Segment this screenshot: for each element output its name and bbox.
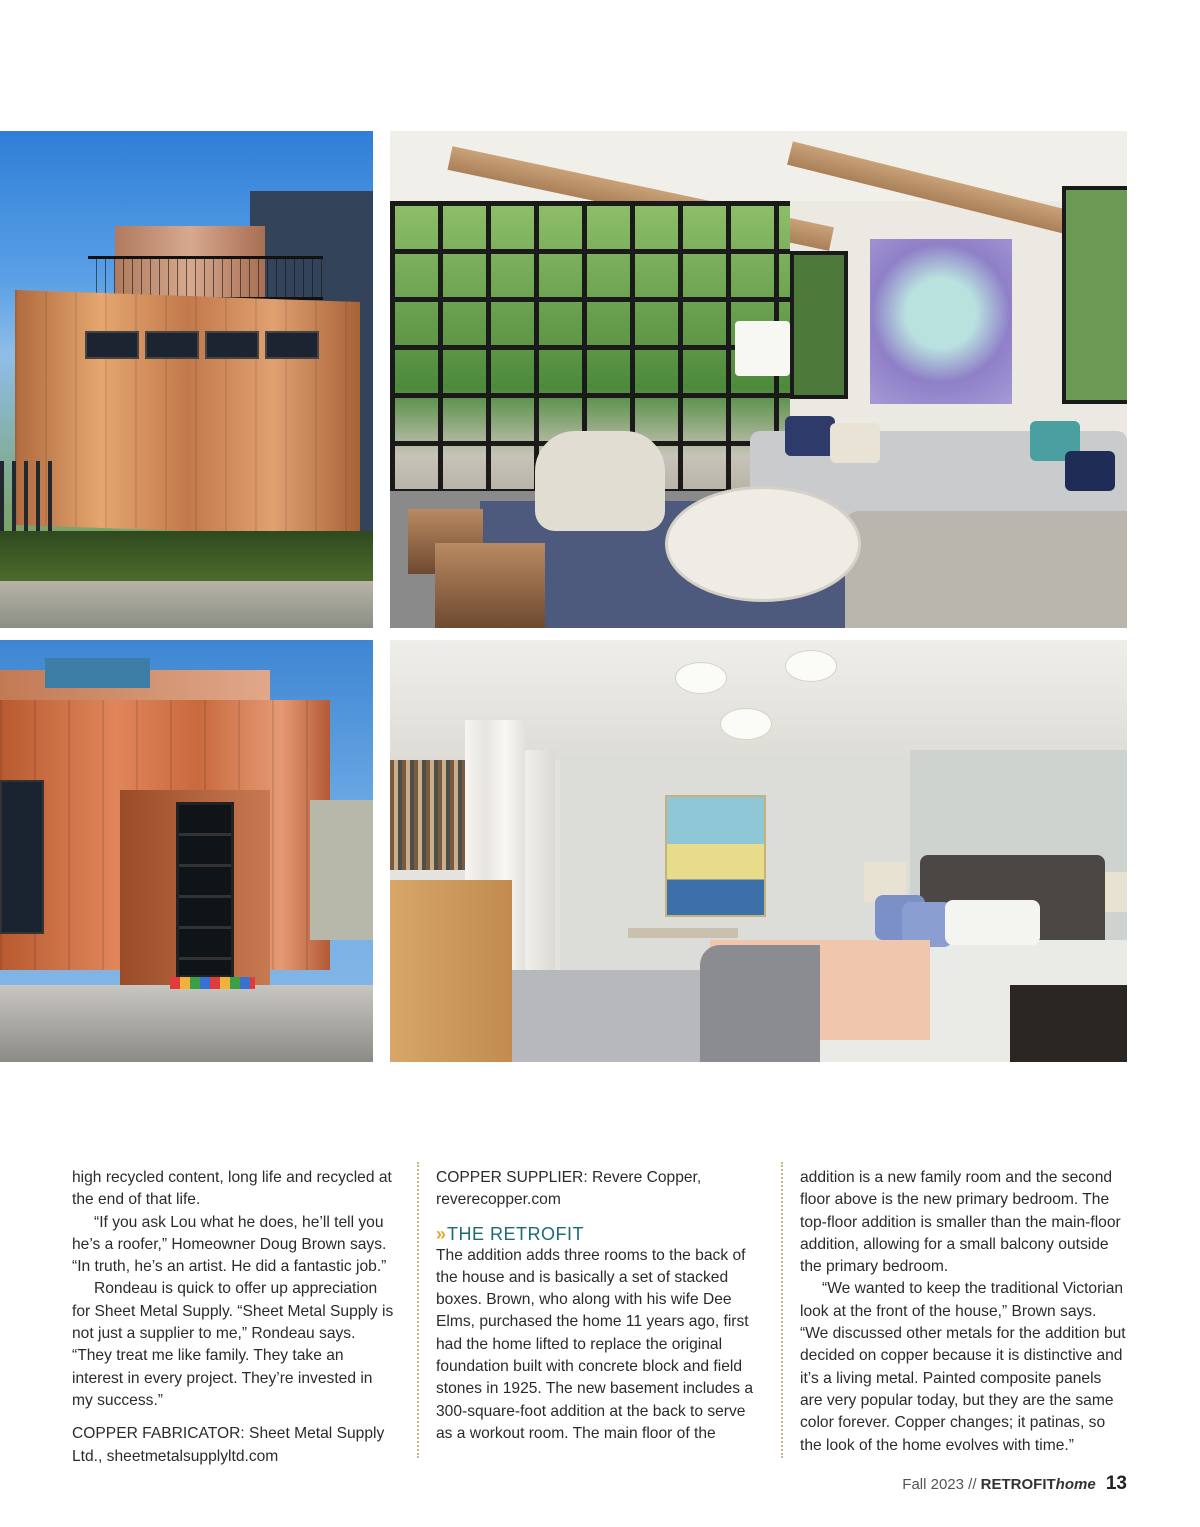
body-paragraph: Rondeau is quick to offer up appreciation for Sheet Metal Supply. “Sheet Metal Supply is not just a supplier to me,” Rondeau says. “They treat me like family. They take an interest in every project. They’re invested in my success.” — [72, 1280, 394, 1409]
neighbor-house — [310, 800, 373, 940]
transom-window — [265, 331, 319, 359]
throw-pillow — [1065, 451, 1115, 491]
column-divider — [781, 1162, 783, 1458]
doormat — [170, 977, 255, 989]
supplier-credit: COPPER SUPPLIER: Revere Copper, reverecopper.com — [436, 1169, 702, 1209]
nightstand — [1010, 985, 1127, 1062]
wood-stool — [435, 543, 545, 628]
text-column-2 — [436, 1167, 756, 1445]
column-divider — [417, 1162, 419, 1458]
section-title: THE RETROFIT — [447, 1223, 585, 1244]
light-globe — [675, 662, 727, 694]
page-number: 13 — [1105, 1473, 1127, 1494]
transom-window — [205, 331, 259, 359]
sofa-chaise — [845, 511, 1127, 628]
section-heading — [436, 1223, 756, 1245]
framed-painting — [665, 795, 766, 917]
throw-blanket — [700, 945, 820, 1062]
body-paragraph: The addition adds three rooms to the back of the house and is basically a set of stacked boxes. Brown, who along with his wife Dee Elms, purchased the home 11 years ago, first had the home lifted to replace the original foundation built with concrete block and field stones in 1925. The new basement includes a 300-square-foot addition at the back to serve as a workout room. The main floor of the — [436, 1246, 753, 1442]
magazine-brand: RETROFIT — [980, 1476, 1056, 1493]
throw-pillow — [785, 416, 835, 456]
light-globe — [720, 708, 772, 740]
glass-door — [176, 802, 234, 978]
dresser — [390, 880, 512, 1062]
curtain — [525, 750, 555, 1000]
page-footer — [902, 1473, 1127, 1495]
throw-pillow — [830, 423, 880, 463]
issue-label: Fall 2023 // — [902, 1476, 977, 1493]
skylight — [45, 658, 150, 688]
transom-window — [145, 331, 199, 359]
corner-window — [1062, 186, 1127, 404]
fabricator-credit: COPPER FABRICATOR: Sheet Metal Supply Ltd., sheetmetalsupplyltd.com — [72, 1425, 385, 1465]
photo-copper-exterior — [0, 131, 373, 628]
body-paragraph: high recycled content, long life and recycled at the end of that life. — [72, 1169, 392, 1209]
wall-art — [870, 239, 1012, 404]
walkway — [0, 581, 373, 628]
photo-bedroom — [390, 640, 1127, 1062]
bench — [628, 928, 738, 938]
side-window — [790, 251, 848, 399]
magazine-brand-suffix: home — [1055, 1476, 1096, 1493]
deck — [0, 985, 373, 1062]
photo-copper-entrance — [0, 640, 373, 1062]
copper-cladding — [15, 290, 360, 537]
coffee-table — [665, 486, 861, 602]
transom-window — [85, 331, 139, 359]
chevron-icon: » — [436, 1223, 444, 1244]
hedge — [0, 531, 373, 581]
body-paragraph: addition is a new family room and the second floor above is the new primary bedroom. The top-floor addition is smaller than the main-floor addition, allowing for a small balcony outside the primary bedroom. — [800, 1169, 1121, 1276]
side-window — [0, 780, 44, 934]
text-column-3 — [800, 1167, 1128, 1457]
photo-living-room — [390, 131, 1127, 628]
text-column-1 — [72, 1167, 394, 1468]
light-globe — [785, 650, 837, 682]
bed-pillow — [945, 900, 1040, 945]
jewelry-display — [390, 760, 470, 870]
body-paragraph: “If you ask Lou what he does, he’ll tell you he’s a roofer,” Homeowner Doug Brown says. “In truth, he’s an artist. He did a fantastic job.” — [72, 1213, 387, 1276]
floor-lamp — [735, 321, 790, 376]
swivel-chair — [535, 431, 665, 531]
body-paragraph: “We wanted to keep the traditional Victorian look at the front of the house,” Brown says. “We discussed other metals for the addition but decided on copper because it is distinctive and it’s a living metal. Painted composite panels are very popular today, but they are the same color forever. Copper changes; it patinas, so the look of the home evolves with time.” — [800, 1280, 1126, 1454]
